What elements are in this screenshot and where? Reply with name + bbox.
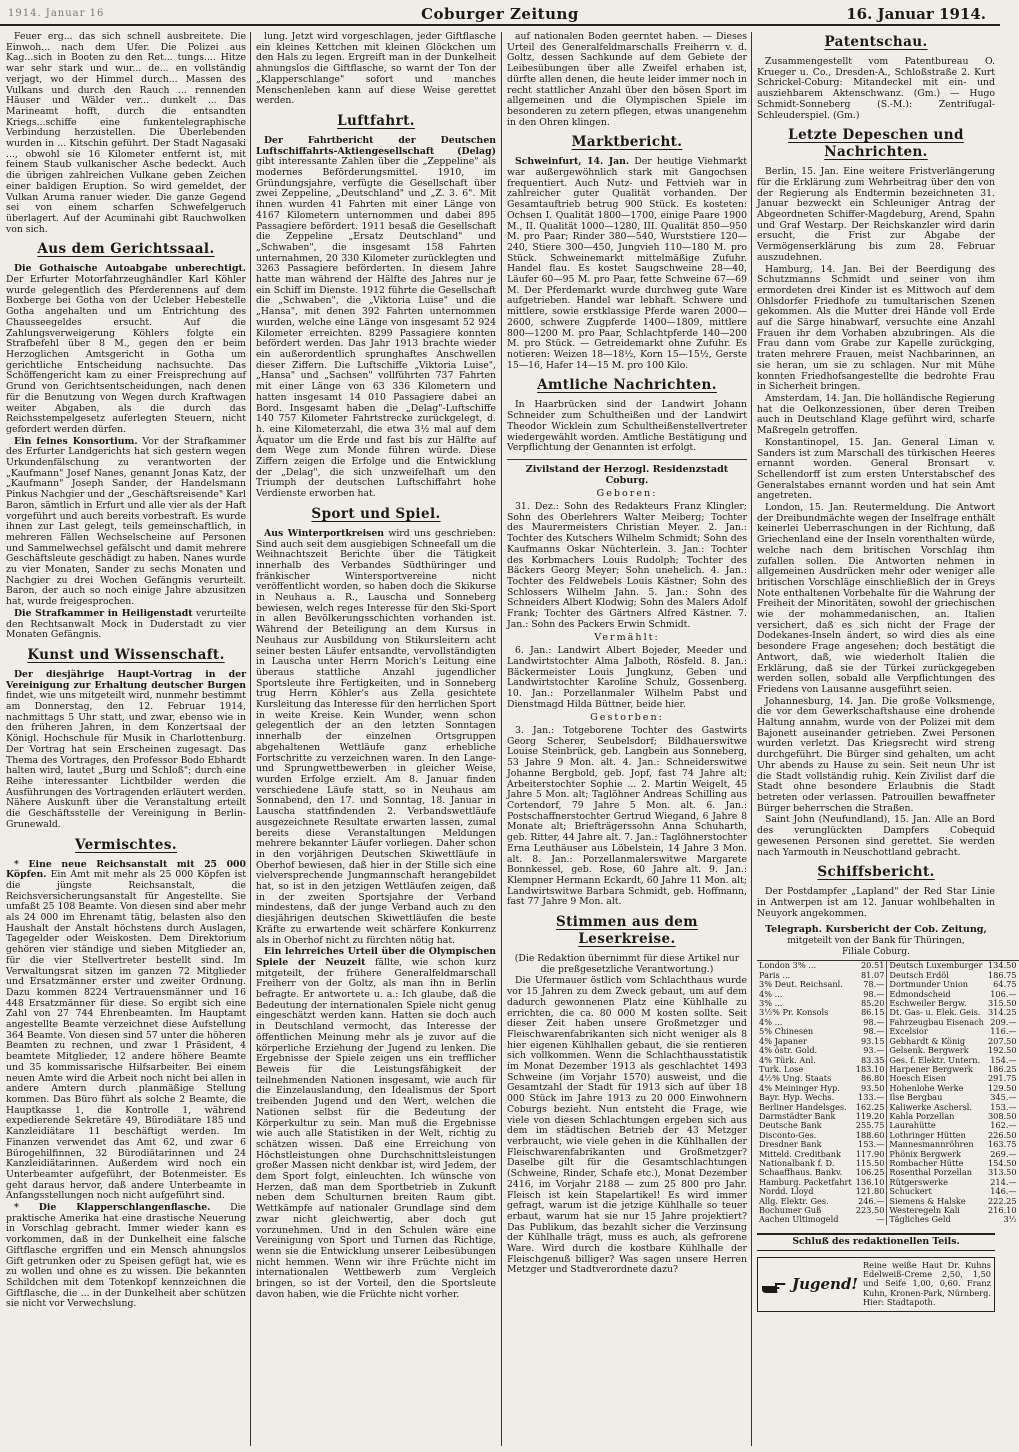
security-price: 269.— <box>990 1148 1017 1159</box>
column-4 <box>757 32 1017 1446</box>
section-heading-patentschau: Patentschau. <box>824 34 928 50</box>
security-price: 129.50 <box>987 1082 1017 1093</box>
security-price: 313.50 <box>987 1167 1017 1178</box>
section-heading-gericht: Aus dem Gerichtssaal. <box>37 241 215 258</box>
exchange-rates-table <box>757 960 1019 1224</box>
security-name: Bayr. Hyp. Wechs. <box>759 1092 835 1103</box>
security-price: 106.— <box>990 988 1017 999</box>
article-text: Der Postdampfer „Lapland" der Red Star Linie in Antwerpen ist am 12. Januar wohlbehalten in Neuyork angekommen. <box>757 886 995 919</box>
security-price: 186.75 <box>987 969 1017 980</box>
security-name: 3½% Pr. Konsols <box>759 1007 829 1018</box>
security-price: 154.50 <box>987 1157 1017 1168</box>
security-price: 154.— <box>990 1054 1017 1065</box>
article-text: In Haarbrücken sind der Landwirt Johann Schneider zum Schultheißen und der Landwirt Theodor Wicklein zum Schultheißenstellvertreter wiedergewählt worden. Amtliche Bestätigung und Verpflichtung der Genannten ist erfolgt. <box>507 399 747 454</box>
security-name: Hoesch Eisen <box>887 1074 986 1083</box>
exchange-row <box>757 990 1019 999</box>
security-price: 86.15 <box>860 1007 885 1018</box>
security-name: Nordd. Lloyd <box>759 1186 814 1197</box>
security-name: 4% Türk. Anl. <box>759 1054 816 1065</box>
security-name: 3% Deut. Reichsanl. <box>759 979 843 990</box>
advertisement <box>757 1257 995 1312</box>
security-price: 78.— <box>863 979 885 990</box>
security-name: Lothringer Hütten <box>887 1131 986 1140</box>
security-price: 93.50 <box>860 1082 885 1093</box>
security-name: Allg. Elektr. Ges. <box>759 1195 829 1206</box>
deaths-title: Gestorben: <box>590 712 664 724</box>
security-name: Turk. Lose <box>759 1063 804 1074</box>
security-price: 192.50 <box>987 1045 1017 1056</box>
article-paragraph <box>6 609 246 641</box>
security-name: Dortmunder Union <box>887 980 986 989</box>
security-name: 4% Japaner <box>759 1035 807 1046</box>
births-title: Geboren: <box>596 488 658 500</box>
security-price: 98.— <box>863 1026 885 1037</box>
article-text: Der heutige Viehmarkt war außergewöhnlich stark mit Gangochsen frequentiert. Auch Nutz- und Fettvieh war in zahlreicher guter Qualität vorhanden. Der Gesamtauftrieb betrug 900 Stück. Es kosteten: Ochsen I. Qualität 1800—1700, einige Paare 1900 M., II. Qualität 1000—1280, III. Qualität 850—950 M. pro Paar; Rinder 380—540, Wurststiere 120—240, Stiere 300—450, Jungvieh 110—180 M. pro Stück. Schweinemarkt mittelmäßige Zufuhr. Handel flau. Es kostet Saugschweine 28—40, Läufer 60—95 M. pro Paar, fette Schweine 67—69 M. Der Pferdemarkt wurde durchweg gute Ware aufgetrieben. Handel war lebhaft. Schwere und mittlere, sowie erstklassige Pferde waren 2000—2600, schwere Zugpferde 1400—1809, mittlere 800—1200 M. pro Paar, Schlachtpferde 140—200 M. pro Stück. — Getreidemarkt ohne Zufuhr. Es notieren: Weizen 18—18½, Korn 15—15½, Gerste 15—16, Hafer 14—15 M. pro 100 Kilo. <box>507 156 747 371</box>
security-name: Deutsch Erdöl <box>887 971 986 980</box>
security-price: 163.75 <box>987 1139 1017 1150</box>
article-text: lung. Jetzt wird vorgeschlagen, jeder Giftflasche ein kleines Kettchen mit kleinen Glöckchen um den Hals zu legen. Ergreift man in der Dunkelheit ahnungslos die Giftflasche, so warnt der Ton der „Klapperschlange" sofort und manches Menschenleben kann auf diese Weise gerettet werden. <box>256 31 496 107</box>
article-lead: Aus Winterportkreisen <box>264 527 385 539</box>
article-lead: Der Fahrtbericht der Deutschen Luftschiffahrts-Aktiengesellschaft (Delag) <box>256 134 496 157</box>
dispatch-paragraph: Amsterdam, 14. Jan. Die holländische Regierung hat die Oelkonzessionen, über deren Treiben auch in Deutschland Klage geführt wird, scharfe Maßregeln getroffen. <box>757 392 995 437</box>
security-price: 162.— <box>990 1120 1017 1131</box>
article-text: gibt interessante Zahlen über die „Zeppeline" als modernes Beförderungsmittel. 1910, im Gründungsjahre, verfügte die Gesellschaft über zwei Zeppeline, „Deutschland" und „Z. 3. 6". Mit ihnen wurden 41 Fahrten mit einer Länge von 4167 Kilometern unternommen und dabei 895 Passagiere befördert. 1911 besaß die Gesellschaft die Zeppeline „Ersatz Deutschland" und „Schwaben", die insgesamt 158 Fahrten unternahmen, 20 330 Kilometer zurücklegten und 3263 Passagiere beförderten. In diesem Jahre hatte man während der Hälfte des Jahres nur je ein Schiff im Dienste. 1912 führte die Gesellschaft die „Schwaben", die „Viktoria Luise" und die „Hansa", mit denen 392 Fahrten unternommen wurden, welche eine Länge von insgesamt 52 924 Kilometer erreichten. 8299 Passagiere konnten befördert werden. Das Jahr 1913 brachte wieder ein außerordentlich sprunghaftes Anschwellen dieser Ziffern. Die Luftschiffe „Viktoria Luise", „Hansa" und „Sachsen" vollführten 737 Fahrten mit einer Länge von 63 336 Kilometern und hatten insgesamt 14 010 Passagiere dabei an Bord. Insgesamt haben die „Delag"-Luftschiffe 140 757 Kilometer Fahrtstrecke zurückgelegt, d. h. eine Kilometerzahl, die etwa 3½ mal auf dem Äquator um die Erde und fast bis zur Hälfte auf dem Wege zum Monde führen würde. Diese Ziffern zeigen die Erfolge und die Entwicklung der „Delag", die sich unzweifelhaft um den Triumph der deutschen Luftschiffahrt hohe Verdienste erworben hat. <box>256 156 496 500</box>
article-text: auf nationalen Boden geerntet haben. — Dieses Urteil des Generalfeldmarschalls Freiherrn v. d. Goltz, dessen Sachkunde auf dem Gebiete der Leibesübungen über alle Zweifel erhaben ist, dürfte allen denen, die heute leider immer noch in recht stattlicher Anzahl über den bösen Sport im allgemeinen und die Olympischen Spiele im besonderen zu zetern pflegen, etwas unangenehm in den Ohren klingen. <box>507 31 747 128</box>
security-name: Schaaffhaus. Bankv. <box>759 1167 843 1178</box>
article-paragraph <box>256 529 496 946</box>
security-price: 315.50 <box>987 998 1017 1009</box>
marriages-list: 6. Jan.: Landwirt Albert Bojeder, Meeder und Landwirtstochter Alma Jalboth, Rösfeld. 8. Jan.: Bäckermeister Louis Jungkunz, Geben und Landwirtstochter Karoline Schulz, Gossenberg. 10. Jan.: Porzellanmaler Wilhelm Pabst und Dienstmagd Hilda Büttner, beide hier. <box>507 645 747 710</box>
security-price: 314.25 <box>987 1007 1017 1018</box>
dispatch-paragraph: Johannesburg, 14. Jan. Die große Volksmenge, die vor dem Gewerkschaftshause eine drohende Haltung annahm, wurde von der Polizei mit dem Bajonett auseinander getrieben. Zwei Personen wurden verletzt. Das Kriegsrecht wird streng durchgeführt. Die Bürger sind gehalten, um acht Uhr abends zu Hause zu sein. Seit neun Uhr ist die Stadt vollständig ruhig. Kein Zivilist darf die Stadt ohne besondere Erlaubnis die Stadt betreten oder verlassen. Patrouillen bewaffneter Bürger beherrschen die Straßen. <box>757 695 995 814</box>
security-price: 86.80 <box>860 1073 885 1084</box>
section-heading-vermischtes: Vermischtes. <box>75 836 177 853</box>
security-name: Ges. f. Elektr. Untern. <box>887 1056 986 1065</box>
dispatch-paragraph: Konstantinopel, 15. Jan. General Liman v. Sanders ist zum Marschall des türkischen Heeres ernannt worden. General Bronsart v. Schellendorff ist zum ersten Unterstabschef des Generalstabes ernannt worden und hat sein Amt angetreten. <box>757 436 995 502</box>
article-paragraph <box>6 264 246 435</box>
article-paragraph <box>256 947 496 1300</box>
article-lead: Der diesjährige Haupt-Vortrag in der Vereinigung zur Erhaltung deutscher Burgen <box>6 668 246 691</box>
security-name: Laurahütte <box>887 1121 986 1130</box>
security-name: Gelsenk. Bergwerk <box>887 1046 986 1055</box>
security-price: 345.— <box>990 1092 1017 1103</box>
security-price: 216.10 <box>987 1205 1017 1215</box>
security-price: 85.20 <box>860 998 885 1009</box>
advertisement-headline: Jugend! <box>792 1274 859 1293</box>
security-price: 117.90 <box>855 1148 885 1159</box>
column-rule <box>501 32 502 1446</box>
security-price: 214.— <box>990 1176 1017 1187</box>
security-name: Tägliches Geld <box>887 1215 986 1224</box>
section-heading-kunst: Kunst und Wissenschaft. <box>27 646 225 663</box>
security-price: — <box>876 1214 885 1225</box>
security-price: 223.50 <box>855 1205 885 1215</box>
exchange-report-subtitle: mitgeteilt von der Bank für Thüringen, <box>787 936 965 947</box>
security-name: Fahrzeugbau Eisenach <box>887 1018 986 1027</box>
dispatch-paragraph: Saint John (Neufundland), 15. Jan. Alle an Bord des verunglückten Dampfers Cobequid gewesenen Personen sind gerettet. Sie werden nach Yarmouth in Neuschottland gebracht. <box>757 814 995 858</box>
security-name: Schuckert <box>887 1187 986 1196</box>
masthead <box>0 4 1000 26</box>
security-name: 3% ... <box>759 998 783 1009</box>
article-lead: Ein lehrreiches Urteil über die Olympischen Spiele der Neuzeit <box>256 946 496 968</box>
security-price: 119.20 <box>855 1110 885 1121</box>
security-name: Paris ... <box>759 969 791 980</box>
security-name: Siemens & Halske <box>887 1197 986 1206</box>
security-price: 226.50 <box>987 1129 1017 1140</box>
article-lead: * Die Klapperschlangenflasche. <box>14 1202 211 1214</box>
exchange-row <box>757 1215 1019 1224</box>
section-heading-sport: Sport und Spiel. <box>311 505 441 522</box>
security-name: Edmondscheid <box>887 990 986 999</box>
security-name: Rombacher Hütte <box>887 1159 986 1168</box>
column-2 <box>256 32 496 1446</box>
security-price: 93.— <box>863 1045 885 1056</box>
security-name: Eschweiler Bergw. <box>887 999 986 1008</box>
column-1 <box>6 32 246 1446</box>
security-price: 98.— <box>863 988 885 999</box>
deaths-list: 3. Jan.: Totgeborene Tochter des Gastwirts Georg Scherer, Seubelsdorf; Bildhauerswitwe Louise Steinbrück, geb. Langbein aus Sonneberg, 53 Jahre 9 Mon. alt. 4. Jan.: Schneiderswitwe Johanne Bergbold, geb. Jopf, fast 74 Jahre alt; Arbeiterstochter Sophie ... 2. Martin Weigelt, 45 Jahre 5 Mon. alt; Taglöhner Andreas Schilling aus Cortendorf, 79 Jahre 5 Mon. alt. 6. Jan.: Postschaffnerstochter Gertrud Wiegand, 6 Jahre 8 Monate alt; Briefträgerssohn Anna Schuharth, geb. Ritter, 44 Jahre alt. 7. Jan.: Taglöhnerstochter Erna Leuthäuser aus Löbelstein, 14 Jahre 3 Mon. alt. 8. Jan.: Porzellanmalerswitwe Margarete Bonnkessel, geb. Rose, 60 Jahre alt. 9. Jan.: Klempner Hermann Eckardt, 60 Jahre 11 Mon. alt; Landwirtswitwe Barbara Schmidt, geb. Hoffmann, fast 77 Jahre 9 Mon. alt. <box>507 725 747 908</box>
security-name: Gebhardt & König <box>887 1037 986 1046</box>
end-of-editorial-marker: Schluß des redaktionellen Teils. <box>757 1233 995 1251</box>
security-name: Ilse Bergbau <box>887 1093 986 1102</box>
security-price: 3½ <box>1003 1214 1017 1225</box>
security-price: 308.50 <box>987 1110 1017 1121</box>
pointing-hand-icon <box>761 1273 787 1295</box>
section-heading-luftfahrt: Luftfahrt. <box>337 112 415 129</box>
editorial-note: (Die Redaktion übernimmt für diese Artikel nur die preßgesetzliche Verantwortung.) <box>514 953 740 975</box>
security-name: 4% Meininger Hyp. <box>759 1082 840 1093</box>
article-paragraph <box>256 136 496 500</box>
article-lead: Schweinfurt, 14. Jan. <box>515 156 630 168</box>
section-heading-leserkreise: Stimmen aus dem Leserkreise. <box>556 914 698 948</box>
civil-registry-title: Zivilstand der Herzogl. Residenzstadt Coburg. <box>525 463 729 486</box>
security-name: Aachen Ultimogeld <box>759 1214 839 1225</box>
article-text: Zusammengestellt vom Patentbureau O. Krueger u. Co., Dresden-A., Schloßstraße 2. Kurt Schrickel-Coburg: Mitandeckel mit ein- und ausziehbarem Aktenschwanz. (Gm.) — Hugo Schmidt-Sonneberg (S.-M.): Zentrifugal-Schleuderspiel. (Gm.) <box>757 56 995 121</box>
advertisement-text: Reine weiße Haut Dr. Kuhns Edelweiß-Creme 2,50, 1,50 und Seife 1,00, 0,60. Franz Kuhn, Kronen-Park, Nürnberg. Hier: Stadtapoth. <box>863 1259 991 1308</box>
section-heading-schiffsbericht: Schiffsbericht. <box>817 864 935 881</box>
security-name: 5% Chinesen <box>759 1026 814 1037</box>
exchange-row <box>757 980 1019 989</box>
security-name: Kaliwerke Aschersl. <box>887 1103 986 1112</box>
dispatch-paragraph: Hamburg, 14. Jan. Bei der Beerdigung des Schutzmanns Schmidt und seiner von ihm ermordeten drei Kinder ist es Mittwoch auf dem Ohlsdorfer Friedhofe zu tumultarischen Szenen gekommen. Als die Mutter drei Hände voll Erde auf die Särge hinabwarf, versuchte eine Anzahl Frauen ihr dem Vorhaben abzubringen. Als die Frau dann vom Grabe zur Kapelle zurückging, traten mehrere Frauen, meist Nachbarinnen, an sie heran, um sie zu schlagen. Nur mit Mühe konnten Friedhofsangestellte die bedrohte Frau in Sicherheit bringen. <box>757 263 995 393</box>
exchange-report-title: Telegraph. Kursbericht der Cob. Zeitung, <box>765 924 987 936</box>
article-paragraph <box>6 437 246 608</box>
security-price: 116.— <box>990 1026 1017 1037</box>
security-price: 98.— <box>863 1016 885 1027</box>
article-text: Vor der Strafkammer des Erfurter Landgerichts hat sich gestern wegen Urkundenfälschung zu verantworten der „Kaufmann" Josef Nanes, genannt Jonas Katz, der „Kaufmann" Joseph Sander, der Handelsmann Pinkus Nachgier und der „Geschäftsreisende" Karl Baron, sämtlich in Erfurt und alle vier als der Haft vorgeführt und auch bereits vorbestraft. Es wurde ihnen zur Last gelegt, teils gemeinschaftlich, in mehreren Fällen Wechselscheine auf Personen und Sammelwechsel gefälscht und damit mehrere Geschäftsleute geschädigt zu haben. Nanes wurde zu vier Monaten, Sander zu sechs Monaten und Nachgier zu drei Wochen Gefängnis verurteilt. Baron, der auch so noch einige Jahre abzusitzen hat, wurde freigesprochen. <box>6 435 246 608</box>
security-name: Rosenthal Porzellan <box>887 1168 986 1177</box>
article-paragraph <box>6 670 246 831</box>
security-name: Darmstädter Bank <box>759 1110 836 1121</box>
article-lead: Die Strafkammer in Heiligenstadt <box>14 607 193 619</box>
security-price: 93.15 <box>860 1035 885 1046</box>
section-heading-depeschen: Letzte Depeschen und Nachrichten. <box>788 127 964 161</box>
security-name: 4% ... <box>759 1016 783 1027</box>
exchange-row <box>757 961 1019 971</box>
article-text: Die praktische Amerika hat eine drastische Neuerung in Vorschlag gebracht. Immer wieder kann es vorkommen, daß in der Dunkelheit eine falsche Giftflasche ergriffen und ein Mensch ahnungslos Gift getrunken oder zu Speisen gefügt hat, wie es zu wollen und ohne es zu wissen. Die bekannten Schildchen mit dem Totenkopf kennzeichnen die Giftflasche, die ... in der Dunkelheit aber schützen sie nicht vor Verwechslung. <box>6 1202 246 1310</box>
security-price: 134.50 <box>987 960 1017 971</box>
security-name: Dt. Gas- u. Elek. Geis. <box>887 1008 986 1017</box>
column-rule <box>751 32 752 1446</box>
security-price: 133.— <box>858 1092 885 1103</box>
article-text: Ein Amt mit mehr als 25 000 Köpfen ist die jüngste Reichsanstalt, die Reichsversicherungsanstalt für Angestellte. Sie umfaßt 25 108 Beamte. Von diesen sind aber mehr als 24 000 im Ehrenamt tätig, belasten also den Haushalt der Anstalt höchstens durch Auslagen, Tagegelder oder Weiskosten. Dem Direktorium gehören vier ständige und sieben Mitglieder an, für die vier Stellvertreter bestellt sind. Im Verwaltungsrat sitzen im ganzen 72 Mitglieder und Ersatzmänner erster und zweiter Ordnung. Dazu kommen 8224 Vertrauensmänner und 16 448 Ersatzmänner für diese. So ergibt sich eine Zahl von 27 744 Ehrenbeamten. Im Hauptamt angestellte Beamte verzeichnet diese Aufstellung 364 Beamte. Von diesen sind 57 unter die höheren Beamten zu rechnen, und zwar 1 Präsident, 4 beamtete Mitglieder, 12 andere höhere Beamte und 35 kommissarische Hilfsarbeiter. Bei einem neuen Amte wird die Arbeit noch nicht bei allen in andere Amtern durch planmäßige Stellung kommen. Das Büro führt als solche 2 Beamte, die Hauptkasse 1, die Kontrolle 1, während expedierende Sekretäre 49, Bürodiätare 185 und Kanzleidiätare 11 beschäftigt werden. Im Finanzen verwendet das Amt 62, und zwar 6 Bürogehilfinnen, 32 Bürodiätarinnen und 24 Kanzleidiätarinnen. Außerdem wird noch ein Unterbeamter aufgeführt, der Botenmeister. Es geht daraus hervor, daß andere Unterbeamte in Anfangsstellungen noch nicht aufgeführt sind. <box>6 869 246 1202</box>
security-price: 64.75 <box>993 979 1017 990</box>
article-lead: * Eine neue Reichsanstalt mit 25 000 Köpfen. <box>6 858 246 881</box>
security-name: Dresdner Bank <box>759 1139 822 1150</box>
article-text: Feuer erg... das sich schnell ausbreitete. Die Einwoh... nach dem Ufer. Die Polizei aus Kag...sich in Booten zu den Ret... tungs.... Hitze war sehr stark und wur... de... en vollständig verjagt, wo der Himmel durch... Massen des Vulkans und durch den Rauch ... rennenden Häuser und Wälder ver... dunkelt ... Das Marineamt hofft, durch die entsandten Kriegs...schiffe eine funkentelegraphische Verbindung herzustellen. Die Überlebenden wurden in ... Kitschin geführt. Der Stadt Nagasaki ..., obwohl sie 16 Kilometer entfernt ist, mit feinem Staub vulkanischer Asche bedeckt. Auch die übrigen zahlreichen Vulkane geben Zeichen einer baldigen Eruption. So wird gemeldet, der Vulkan Aruma ranuer wieder. Die ganze Gegend sei von einem scharfen Schwefelgeruch überlagert. Auf der Acuminahi gibt Rauchwolken von sich. <box>6 31 246 235</box>
security-name: Excelsior <box>887 1027 986 1036</box>
security-price: 121.80 <box>855 1186 885 1197</box>
security-price: 291.75 <box>987 1073 1017 1084</box>
security-name: Deutsch Luxemburger <box>887 961 986 971</box>
security-name: Nationalbank f. D. <box>759 1157 835 1168</box>
security-price: 115.50 <box>855 1157 885 1168</box>
security-price: 146.— <box>990 1186 1017 1197</box>
article-text: Die Ufermauer östlich vom Schlachthaus wurde vor 15 Jahren zu dem Zweck gebaut, um auf dem dadurch gewonnenen Platz eine Kühlhalle zu errichten, die ca. 80 000 M kosten sollte. Seit dieser Zeit haben unsere Großmetzger und Fleischwarenfabrikanten sich nicht weniger als 8 hier eigenen Kühlhallen gebaut, die sie rentieren sich vollkommen. Wenn die Schlachthausstatistik im Monat Dezember 1913 als geschlachtet 1493 Schweine (im Vorjahr 1570) ausweist, und die Gesamtzahl der Stadt für 1913 sich auf über 18 000 Stück im Jahre 1913 zu 20 000 Einwohnern Coburgs bezieht. Nun entsteht die Frage, wie viele von diesen Schlachtungen ergeben sich aus dem im städtischen Betrieb der 43 Metzger verbraucht, wie viele gehen in die Kühlhallen der Fleischwarenfabrikanten und Großmetzger? Daselbe gilt für die Gesamtschlachtungen (Schweine, Rinder, Schafe etc.), Monat Dezember 2416, im Vorjahr 2188 — zum 25 800 pro Jahr. Fleisch ist kein Stapelartikel! Es wird immer gefragt, warum ist die jetzige Kühlhalle so teuer erbaut, warum hat sie nur 15 Jahre projektiert? Das Publikum, das bezahlt sicher die Verzinsung der Kühlhalle trägt, muss es auch, als gefrorene Ware. Wird durch die kostbare Kühlhalle der Fleischgenuß billiger? Was sagen unsere Herren Metzger und Stadtverordnete dazu? <box>507 975 747 1276</box>
security-price: 207.50 <box>987 1035 1017 1046</box>
security-name: 4½% Ung. Staats <box>759 1073 832 1084</box>
marriages-title: Vermählt: <box>594 632 660 644</box>
security-name: Hamburg. Packetfahrt <box>759 1176 852 1187</box>
security-name: Berliner Handelsges. <box>759 1101 847 1112</box>
security-price: 153.— <box>858 1139 885 1150</box>
security-name: Harpener Bergwerk <box>887 1065 986 1074</box>
security-price: 20.51 <box>860 960 885 971</box>
security-name: 4% ... <box>759 988 783 999</box>
divider <box>507 459 747 460</box>
security-name: Kahla Porzellan <box>887 1112 986 1121</box>
article-text: findet, wie uns mitgeteilt wird, nunmehr bestimmt am Donnerstag, den 12. Februar 1914, nachmittags 5 Uhr statt, und zwar, ebenso wie in den früheren Jahren, in dem Konzertsaal der Königl. Hochschule für Musik in Charlottenburg. Der Vortrag hat sein Erscheinen zugesagt. Das Thema des Vortrages, den Professor Bodo Ebhardt halten wird, lautet „Burg und Schloß"; durch eine Reihe interessanter Lichtbilder werden die Ausführungen des Vortragenden erläutert werden. Nähere Auskunft über die Veranstaltung erteilt die Geschäftsstelle der Vereinigung in Berlin-Grunewald. <box>6 690 246 830</box>
article-paragraph <box>507 157 747 371</box>
exchange-report-branch: Filiale Coburg. <box>841 946 911 957</box>
security-name: Mannesmannröhren <box>887 1140 986 1149</box>
security-price: 162.25 <box>855 1101 885 1112</box>
security-price: 255.75 <box>855 1120 885 1131</box>
security-name: Disconto-Ges. <box>759 1129 817 1140</box>
security-name: Rütgerswerke <box>887 1178 986 1187</box>
security-name: Westeregeln Kali <box>887 1206 986 1215</box>
security-price: 222.25 <box>987 1195 1017 1206</box>
births-list: 31. Dez.: Sohn des Redakteurs Franz Klingler; Sohn des Oberlehrers Walter Meiberg; Tochter des Maurermeisters Christian Meyer. 2. Jan.: Tochter des Kutschers Wilhelm Schmidt; Sohn des Kaufmanns Oskar Nüchterlein. 3. Jan.: Tochter des Korbmachers Louis Rudolph; Tochter des Bäckers Georg Meyer; Sohn unehelich. 4. Jan.: Tochter des Feldwebels Louis Kästner; Sohn des Schlossers Wilhelm Jahn. 5. Jan.: Sohn des Schneiders Albert Klodwig; Sohn des Malers Adolf Frank; Tochter des Gärtners Alfred Kästner. 7. Jan.: Sohn des Packers Erwin Schmidt. <box>507 501 747 630</box>
security-price: 188.60 <box>855 1129 885 1140</box>
newspaper-title: Coburger Zeitung <box>421 5 579 23</box>
security-price: 136.10 <box>855 1176 885 1187</box>
article-text: verurteilte den Rechtsanwalt Mock in Duderstadt zu vier Monaten Gefängnis. <box>6 607 246 641</box>
article-text: wird uns geschrieben: Sind auch seit dem ausgiebigen Schneefall um die Weihnachtszeit Berichte über die Tätigkeit innerhalb des Verbandes Südthüringer und fränkischer Wintersportvereine nicht veröffentlicht worden, so haben doch die Skikurse in Neuhaus a. R., Lauscha und Sonneberg bewiesen, welch reges Interesse für den Ski-Sport in allen Bevölkerungsschichten vorhanden ist. Während der Beteiligung an dem Kursus in Neuhaus zur Ausbildung von Stikursleitern acht seiner besten Läufer entsandte, vervollständigten in Lauscha unter Herrn Morich's Leitung eine überaus stattliche Anzahl jugendlicher Sportsleute ihre Fertigkeiten, und in Sonneberg trug Herrn Köhler's aus Zella gesichtete Kursleitung das Interesse für den herrlichen Sport in weite Kreise. Kein Wunder, wenn schon gelegentlich der an den letzten Sonntagen innerhalb der einzelnen Ortsgruppen abgehaltenen Wettläufe ganz erhebliche Fortschritte zu verzeichnen waren. In den Lange- und Sprungwettbewerben in gleicher Weise, wurden Erfolge erzielt. Am 8. Januar finden verschiedene Läufe statt, so in Neuhaus am Sonnabend, den 17. und Sonntag, 18. Januar in Lauscha stattfindenden 2. Verbandswettläufe ausgezeichnete Resultate erwarten lassen, zumal bereits diese Veranstaltungen Meldungen mehrere bekannter Läufer vorliegen. Daher schon in den vorjährigen Deutschen Skiwettläufe in Oberhof bewiesen, daß hier in der Stille sich eine vielversprechende Jungmannschaft herangebildet hat, so ist in den jetzigen Wettläufen zeigen, daß in der zweiten Sportsjahre der Verband mindestens, daß der junge Verband auch zu den diesjährigen deutschen Skiwettläufen die beste Kräfte zu erwartende weit schärfere Konkurrenz als in Oberhof nicht zu fürchten nötig hat. <box>256 527 496 946</box>
security-name: 4% östr. Gold. <box>759 1045 818 1056</box>
article-paragraph <box>6 860 246 1203</box>
security-price: 186.25 <box>987 1063 1017 1074</box>
security-price: 81.07 <box>860 969 885 980</box>
security-price: 106.25 <box>855 1167 885 1178</box>
article-text: fällte, wie schon kurz mitgeteilt, der frühere Generalfeldmarschall Freiherr von der Goltz, als man ihn in Berlin befragte. Er antwortete u. a.: Ich glaube, daß die Bedeutung der internationalen Spiele nicht genug eingeschätzt werden kann. Hatten sie doch auch in Deutschland vermocht, das Interesse der öffentlichen Meinung mehr als je zuvor auf die körperliche Erziehung der Jugend zu lenken. Die Ergebnisse der Spiele zeigen uns ein trefflicher Beweis für die Leistungsfähigkeit der teilnehmenden Nationen insgesamt, wie auch für die Einzelauslandung, den Idealismus der Sport treibenden Jugend und den Wert, welchen die Nationen selbst für die Bedeutung der Körperkultur zu sein. Man muß die Ergebnisse wie auch alle Statistiken in der Welt, richtig zu schätzen wissen. Daß eine Erreichung von Höchstleistungen ohne Durchschnittsleistungen großer Massen nicht denkbar ist, wird Jedem, der dem Sport folgt, einleuchten. Ich wünsche von Herzen, daß man dem Sportbetrieb in Zukunft neben dem Schulturnen breiten Raum gibt. Wettkämpfe auf nationaler Grundlage sind dem zwar nicht gleichwertig, aber doch gut vorzunehmen. Und in den Schulen wäre eine Vereinigung von Sport und Turnen das Richtige, wenn sie die Entwicklung unserer Leibesübungen nicht hemmen. Wenn wir ihre Früchte nicht im internationalen Wettbewerb zum Vergleich bringen, so ist der Vorteil, den die Sportsleute davon haben, wie die Früchte nicht vorher. <box>256 956 496 1300</box>
security-price: 183.10 <box>855 1063 885 1074</box>
article-lead: Ein feines Konsortium. <box>14 435 138 447</box>
security-name: London 3% ... <box>759 960 817 971</box>
security-price: 83.35 <box>860 1054 885 1065</box>
security-name: Phönix Bergwerk <box>887 1150 986 1159</box>
dispatch-paragraph: Berlin, 15. Jan. Eine weitere Fristverlängerung für die Erklärung zum Wehrbeitrag über den von der Regierung als Endtermin bezeichneten 31. Januar bezweckt ein Schleuniger Antrag der Abgeordneten Schiffer-Magdeburg, Arend, Spahn und Graf Westarp. Der Reichskanzler wird darin ersucht, die Frist zur Abgabe der Vermögenserklärung bis zum 28. Februar auszudehnen. <box>757 166 995 263</box>
article-lead: Die Gothaische Autoabgabe unberechtigt. <box>14 263 246 275</box>
dispatch-paragraph: London, 15. Jan. Reutermeldung. Die Antwort der Dreibundmächte wegen der Inselfrage enthält keinerlei Ueberraschungen in der Richtung, daß Griechenland eine der Inseln vorenthalten würde, welche nach dem britischen Vorschlag ihm zufallen sollen. Die Antworten nehmen in allgemeinen Ausdrücken mehr oder weniger alle britischen Vorschläge einschließlich der in Greys Note enthaltenen Vorbehalte für die Wahrung der Freiheit der Minoritäten, sowohl der griechischen wie der mohammedanischen, an. Italien versichert, daß es sich nicht der Frage der Dodekanes-Inseln ändert, so wird dies als eine besondere Frage angesehen; doch bestätigt die Antwort, daß, wie wiederholt Italien die Erklärung, daß sie der Türkei zurückgegeben werden sollen, sobald alle Verpflichtungen des Friedens von Lausanne ausgeführt seien. <box>757 502 995 695</box>
security-name: Mitteld. Creditbank <box>759 1148 842 1159</box>
security-name: Bochumer Guß <box>759 1205 822 1215</box>
section-heading-amtlich: Amtliche Nachrichten. <box>537 377 717 394</box>
article-paragraph <box>6 1203 246 1310</box>
security-price: 153.— <box>990 1101 1017 1112</box>
security-name: Deutsche Bank <box>759 1120 822 1131</box>
column-rule <box>250 32 251 1446</box>
column-3 <box>507 32 747 1446</box>
issue-date: 16. Januar 1914. <box>846 5 986 23</box>
security-price: 246.— <box>858 1195 885 1206</box>
masthead-faded-date: 1914. Januar 16 <box>8 8 105 19</box>
article-text: Der Erfurter Motorfahrzeughändler Karl Köhler wurde gelegentlich des Pferderennens auf dem Boxberge bei Gotha von der Ucleber Hebestelle Gotha angehalten und um Entrichtung des Chausseegeldes ersucht. Auf die Zahlungsverweigerung Köhlers folgte ein Strafbefehl über 8 M., gegen den er beim Herzoglichen Amtsgericht in Gotha um gerichtliche Entscheidung nachsuchte. Das Schöffengericht kam zu einer Freisprechung auf Grund von Gerichtsentscheidungen, nach denen für die Benutzung von Wegen durch Kraftwagen weiter Abgaben, als die durch das Reichsstempelgesetz auferlegten Steuern, nicht gefordert werden dürfen. <box>6 274 246 435</box>
security-name: Hohenlohe Werke <box>887 1084 986 1093</box>
security-price: 209.— <box>990 1016 1017 1027</box>
section-heading-marktbericht: Marktbericht. <box>571 134 683 151</box>
